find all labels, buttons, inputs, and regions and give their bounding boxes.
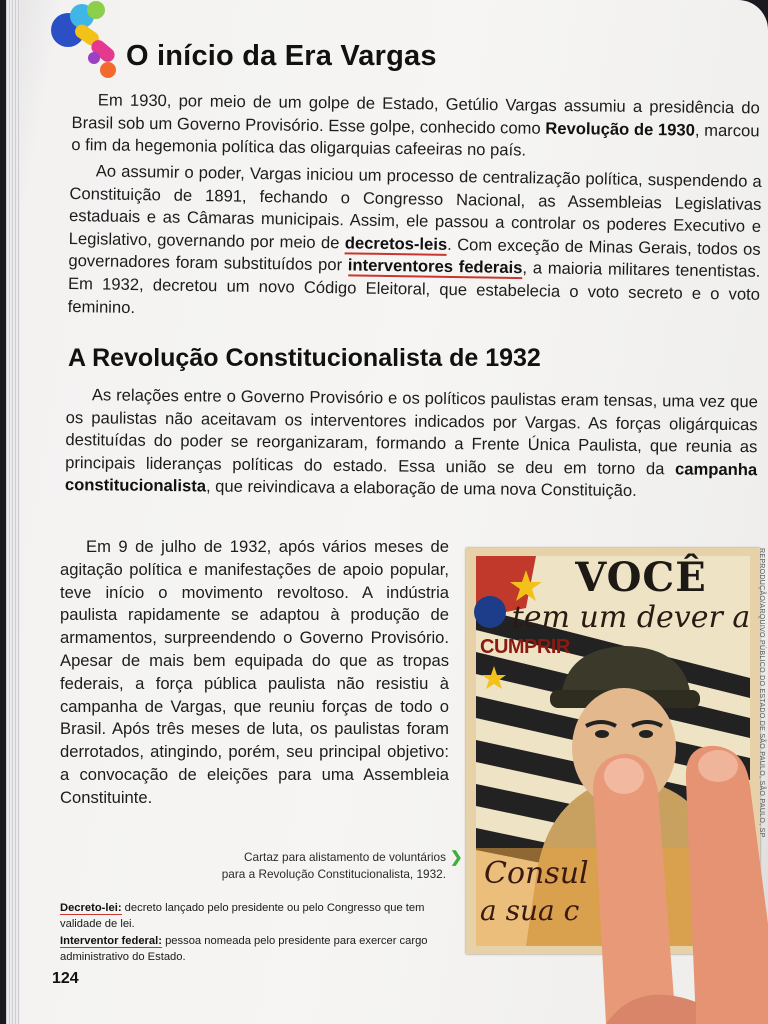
paragraph-2-text-c: , a maioria militares tenentistas. Em 1932, decretou um novo Código Eleitoral, que estabelecia o voto secreto e o voto feminino. <box>67 258 761 317</box>
glossary-term: Decreto-lei: <box>60 902 122 914</box>
poster-line-voce: VOCÊ <box>575 554 707 601</box>
chapter-logo-icon <box>46 0 138 86</box>
poster-caption <box>156 849 446 883</box>
paragraph-2-text-b: . Com exceção de Minas Gerais, todos os governadores foram substituídos por <box>68 234 761 275</box>
paragraph-3-text-b: , que reivindicava a elaboração de uma nova Constituição. <box>205 476 637 501</box>
poster-line-consulte-a: Consul <box>484 856 589 891</box>
page-title: O início da Era Vargas <box>126 40 437 72</box>
paragraph-1-text-b: , marcou o fim da hegemonia política das oligarquias cafeeiras no país. <box>71 120 760 160</box>
glossary-item <box>60 900 440 933</box>
glossary-definition: decreto lançado pelo presidente ou pelo Congresso que tem validade de lei. <box>60 902 425 931</box>
page-number: 124 <box>52 970 79 987</box>
paragraph-2 <box>68 160 762 329</box>
paragraph-2-text-a: Ao assumir o poder, Vargas iniciou um processo de centralização política, suspendendo a Constituição de 1891, fechando o Congresso Nacional, as Assembleias Legislativas estaduais e as Câmaras municipais. Assim, ele passou a controlar os poderes Executivo e Legislativo, governando por meio de <box>68 161 762 253</box>
glossary-term: Interventor federal: <box>60 934 162 947</box>
caption-arrow-icon: ❯ <box>450 849 463 866</box>
poster-line-dever: tem um dever a <box>511 600 751 635</box>
poster-line-sua: a sua c <box>480 894 580 927</box>
poster-caption-line-2: para a Revolução Constitucionalista, 1932. <box>221 867 446 881</box>
glossary-item <box>60 933 440 966</box>
campanha-constitucionalista-term: campanha constitucionalista <box>64 459 758 496</box>
paragraph-3 <box>65 384 758 504</box>
paragraph-1-text-a: Em 1930, por meio de um golpe de Estado, Getúlio Vargas assumiu a presidência do Brasil sob um Governo Provisório. Esse golpe, conhecido como <box>71 90 760 138</box>
revolucao-1930-term: Revolução de 1930 <box>545 118 696 140</box>
interventores-federais-term: interventores federais <box>347 255 523 278</box>
poster-caption-line-1: Cartaz para alistamento de voluntários <box>244 850 446 864</box>
textbook-page <box>6 0 768 1024</box>
hand-fingers-icon <box>566 740 768 1024</box>
decretos-leis-term: decretos-leis <box>344 233 448 254</box>
page-spine <box>6 0 20 1024</box>
glossary-definition: pessoa nomeada pelo presidente para exercer cargo administrativo do Estado. <box>60 934 428 964</box>
section-heading: A Revolução Constitucionalista de 1932 <box>68 344 541 372</box>
glossary <box>60 900 440 966</box>
paragraph-4-text: Em 9 de julho de 1932, após vários meses de agitação política e manifestações de apoio popular, teve início o movimento revoltoso. A indústria paulista rapidamente se adaptou à produção de armamentos, surpreendendo o Governo Provisório. Apesar de mais bem equipada do que as tropas federais, a força pública paulista não resistiu à campanha de Vargas, que reuniu forças de todo o Brasil. Após três meses de luta, os paulistas foram derrotados, atingindo, porém, seu principal objetivo: a convocação de eleições para uma Assembleia Constituinte. <box>60 537 449 807</box>
paragraph-1 <box>71 89 760 165</box>
paragraph-4 <box>60 536 449 810</box>
poster-line-cumprir: CUMPRIR <box>480 636 570 658</box>
paragraph-3-text-a: As relações entre o Governo Provisório e os políticos paulistas eram tensas, uma vez que os paulistas não aceitavam os interventores indicados por Vargas. As forças oligárquicas destituídas do poder se reorganizaram, formando a Frente Única Paulista, que reunia as principais lideranças políticas do estado. Essa união se deu em torno da <box>65 385 758 479</box>
image-credit: REPRODUÇÃO/ARQUIVO PÚBLICO DO ESTADO DE SÃO PAULO, SÃO PAULO, SP <box>758 548 765 838</box>
